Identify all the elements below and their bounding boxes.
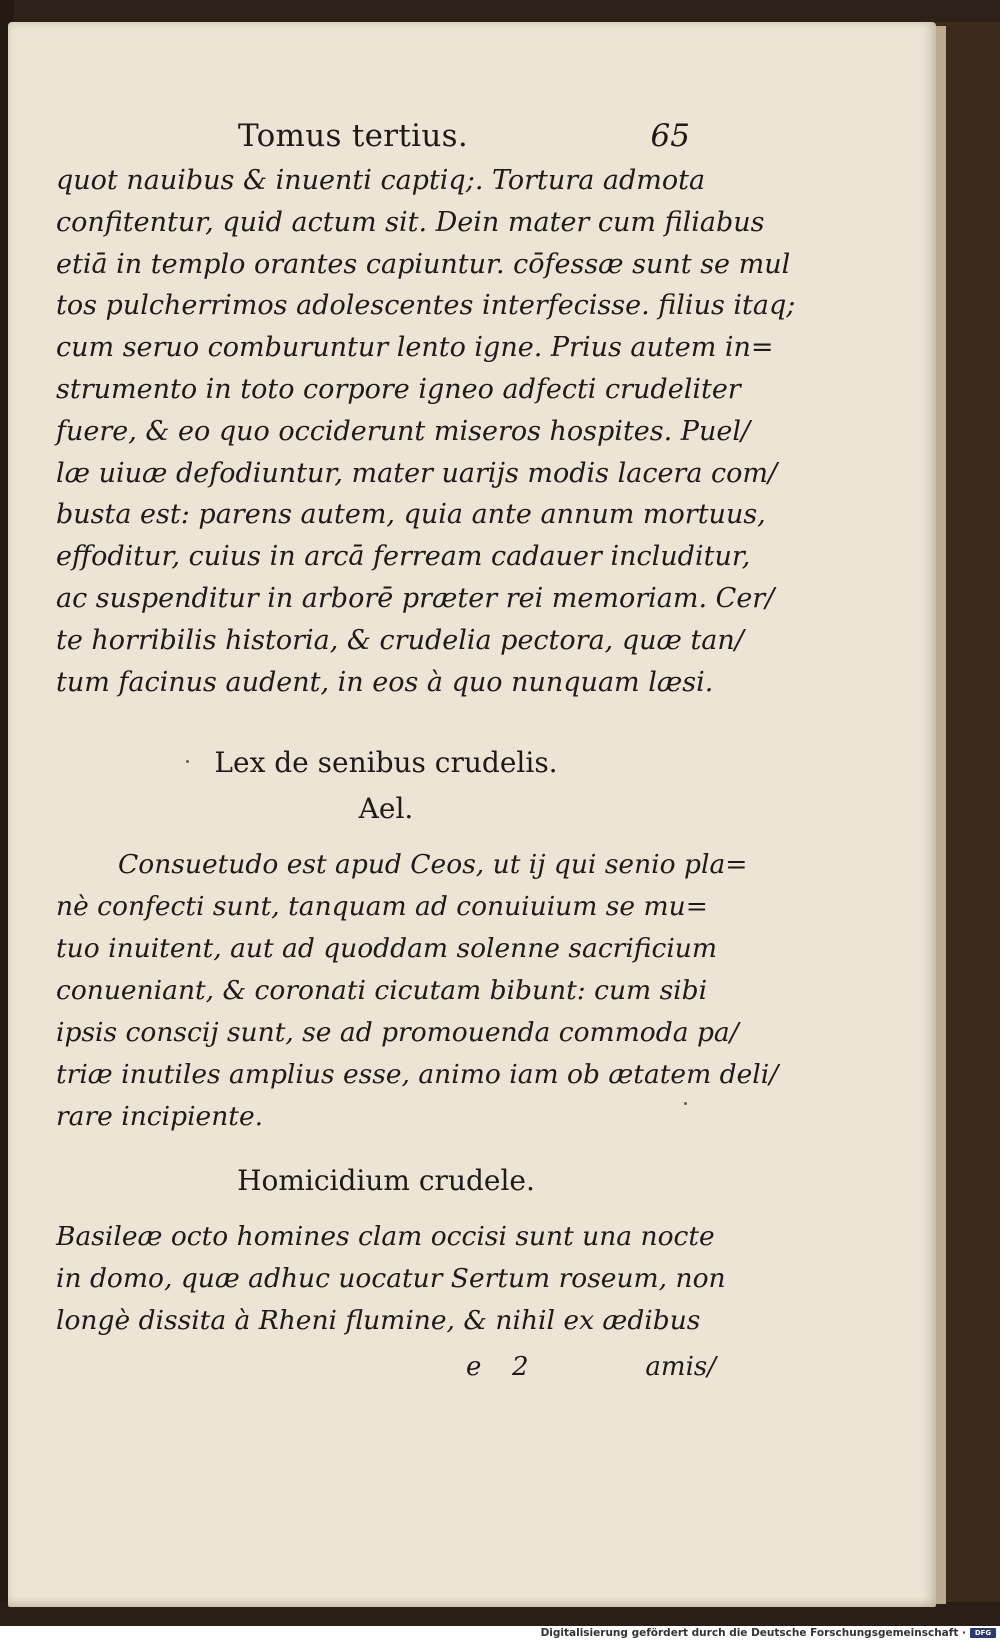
text-line: læ uiuæ defodiuntur, mater uarijs modis lacera com/: [56, 457, 778, 489]
page-number: 65: [650, 118, 690, 154]
section-heading: Homicidium crudele.: [237, 1164, 535, 1197]
text-line: fuere, & eo quo occiderunt miseros hospites. Puel/: [56, 415, 751, 447]
text-line: rare incipiente.: [56, 1101, 264, 1132]
running-head: [238, 118, 718, 162]
text-line: etiā in templo orantes capiuntur. cōfessæ sunt se mul: [56, 248, 791, 280]
section-1-body: [56, 844, 779, 1138]
text-line: tos pulcherrimos adolescentes interfecisse. filius itaq;: [56, 290, 796, 322]
signature-line: [56, 1352, 716, 1392]
text-line: te horribilis historia, & crudelia pectora, quæ tan/: [56, 624, 744, 656]
section-heading: Lex de senibus crudelis.: [214, 746, 558, 779]
text-line: Basileæ octo homines clam occisi sunt una nocte: [56, 1221, 715, 1252]
text-line: in domo, quæ adhuc uocatur Sertum roseum, non: [56, 1263, 726, 1294]
text-line: quot nauibus & inuenti captiq;. Tortura admota: [56, 165, 706, 196]
passage-1: [56, 160, 796, 703]
running-title: Tomus tertius.: [238, 118, 468, 154]
text-line: ipsis conscij sunt, se ad promouenda commoda pa/: [56, 1017, 739, 1048]
text-line: cum seruo comburuntur lento igne. Prius autem in=: [56, 332, 774, 364]
text-line: conueniant, & coronati cicutam bibunt: cum sibi: [56, 975, 708, 1006]
text-line: busta est: parens autem, quia ante annum mortuus,: [56, 499, 766, 531]
text-line: effoditur, cuius in arcā ferream cadauer includitur,: [56, 541, 751, 573]
text-line: confitentur, quid actum sit. Dein mater cum filiabus: [56, 206, 765, 238]
text-line: tum facinus audent, in eos à quo nunquam læsi.: [56, 666, 714, 698]
page-edge: [936, 26, 946, 1604]
dfg-logo: DFG: [970, 1628, 996, 1638]
section-2-body: [56, 1216, 726, 1342]
scan-top-band: [0, 0, 1000, 22]
text-line: nè confecti sunt, tanquam ad conuiuium se mu=: [56, 891, 708, 922]
text-line: longè dissita à Rheni flumine, & nihil ex ædibus: [56, 1305, 701, 1336]
text-line: ac suspenditur in arborē præter rei memoriam. Cer/: [56, 582, 775, 614]
footer-credit: Digitalisierung gefördert durch die Deutsche Forschungsgemeinschaft ·: [540, 1627, 966, 1639]
section-source: Ael.: [358, 792, 414, 825]
signature-mark: e: [466, 1352, 482, 1382]
signature-number: 2: [512, 1352, 529, 1382]
text-line: tuo inuitent, aut ad quoddam solenne sacrificium: [56, 933, 717, 964]
catchword: amis/: [645, 1352, 716, 1382]
text-line: Consuetudo est apud Ceos, ut ij qui senio pla=: [118, 849, 748, 880]
text-line: triæ inutiles amplius esse, animo iam ob ætatem deli/: [56, 1059, 779, 1090]
text-line: strumento in toto corpore igneo adfecti crudeliter: [56, 373, 741, 405]
footer-bar: [0, 1626, 1000, 1640]
